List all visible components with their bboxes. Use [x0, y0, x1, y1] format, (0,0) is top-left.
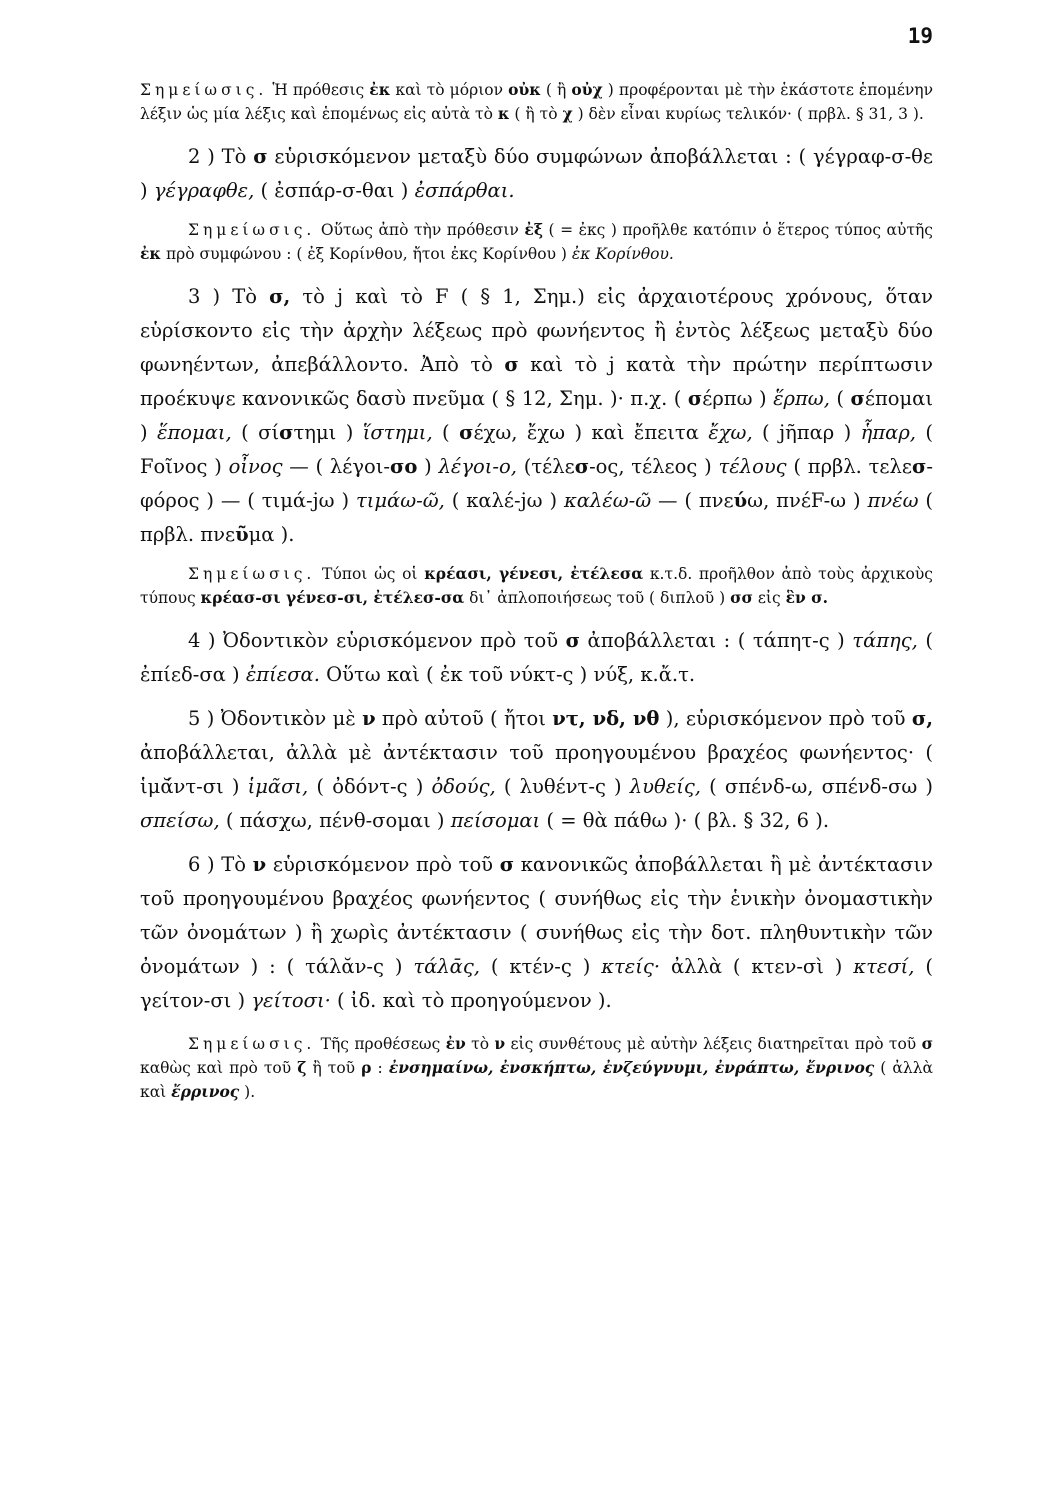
text: ), εὑρισκόμενον πρὸ τοῦ — [659, 707, 912, 730]
note-1 — [140, 78, 933, 126]
text: ω, πνέF-ω ) — [747, 489, 868, 512]
text: ( πάσχω, πένθ-σομαι ) — [219, 809, 451, 832]
text: Οὕτω καὶ ( ἐκ τοῦ νύκτ-ς ) νύξ, κ.ἄ.τ. — [319, 663, 696, 686]
bold-term: σ — [499, 853, 515, 876]
bold-term: οὐχ — [571, 80, 603, 99]
italic-form: ἔρρινος — [171, 1082, 240, 1101]
text: ( ἢ τὸ — [509, 105, 563, 123]
note-3 — [140, 562, 933, 610]
bold-term: σ — [459, 421, 474, 444]
italic-form: ἔχω, — [708, 421, 753, 444]
text: ( Fοῖνος ) — [140, 421, 934, 478]
bold-term: κ — [497, 104, 510, 123]
text: καὶ τὸ j κατὰ τὴν πρώτην περίπτωσιν προέκυψε κανονικῶς δασὺ πνεῦμα ( § 12, Σημ. )· π.χ. ( — [140, 353, 934, 410]
bold-term: σ — [279, 421, 294, 444]
text: (τέλε — [516, 455, 575, 478]
note-label: Σημείωσις. — [140, 81, 268, 99]
text: ( jῆπαρ ) — [752, 421, 861, 444]
bold-term: ν — [362, 707, 376, 730]
italic-form: ἐνσημαίνω, ἐνσκήπτω, ἐνζεύγνυμι, ἐνράπτω, ἔνρινος — [388, 1058, 875, 1077]
text: ( καλέ-jω ) — [444, 489, 564, 512]
text: δι᾽ ἀπλοποιήσεως τοῦ ( διπλοῦ ) — [464, 589, 731, 607]
bold-term: ῦ — [235, 523, 249, 546]
text: ἀλλὰ ( κτεν-σὶ ) — [660, 955, 854, 978]
bold-term: ἓν σ. — [785, 588, 829, 607]
text: ( — [829, 387, 851, 410]
italic-form: ἐσπάρθαι. — [414, 179, 515, 202]
note-label: Σημείωσις. — [188, 1035, 316, 1053]
bold-term: κρέασι, γένεσι, ἐτέλεσα — [424, 564, 644, 583]
text: ( = ἐκς ) προῆλθε κατόπιν ὁ ἕτερος τύπος αὐτῆς — [543, 221, 933, 239]
italic-form: τιμάω-ῶ, — [355, 489, 445, 512]
text: Οὕτως ἀπὸ τὴν πρόθεσιν — [315, 221, 525, 239]
text: ) προφέρονται μὲ τὴν ἑκάστοτε ἑπομένην λέξιν ὡς μία λέξις καὶ ἑπομένως εἰς αὐτὰ τὸ — [140, 81, 934, 123]
bold-term: ύ — [733, 489, 748, 512]
italic-form: κτεσί, — [853, 955, 915, 978]
bold-term: σ, — [269, 285, 291, 308]
text: Τύποι ὡς οἱ — [315, 565, 425, 583]
bold-term: σο — [390, 455, 418, 478]
text: ( ἀλλὰ καὶ — [140, 1059, 933, 1101]
text: ) — [417, 455, 439, 478]
bold-term: σ — [912, 455, 927, 478]
text: ἀποβάλλεται : ( τάπητ-ς ) — [580, 629, 853, 652]
text: -φόρος ) — ( τιμά-jω ) — [140, 455, 933, 512]
page-body — [140, 78, 933, 1114]
text: τὸ j καὶ τὸ F ( § 1, Σημ.) εἰς ἀρχαιοτέρους χρόνους, ὅταν εὑρίσκοντο εἰς τὴν ἀρχὴν λέξεως πρὸ φωνήεντος ἢ ἐντὸς λέξεως μεταξὺ δύο φωνηέντων, ἀπεβάλλοντο. Ἀπὸ τὸ — [140, 285, 933, 376]
bold-term: ντ, νδ, νθ — [552, 707, 660, 730]
text: ( ὀδόντ-ς ) — [308, 775, 432, 798]
text: καὶ τὸ μόριον — [390, 81, 509, 99]
text: ( = θὰ πάθω )· ( βλ. § 32, 6 ). — [540, 809, 830, 832]
text: ( σπένδ-ω, σπένδ-σω ) — [700, 775, 933, 798]
text: τὸ — [465, 1035, 495, 1053]
bold-term: σ — [687, 387, 703, 410]
bold-term: οὐκ — [508, 80, 541, 99]
italic-form: τάπης, — [852, 629, 918, 652]
text: μα ). — [248, 523, 295, 546]
text: εἰς — [752, 589, 786, 607]
italic-form: γείτοσι· — [251, 989, 331, 1012]
text: έρπω ) — [702, 387, 774, 410]
text: 5 ) Ὀδοντικὸν μὲ — [188, 707, 363, 730]
text: τημι ) — [293, 421, 363, 444]
text: έπομαι ) — [140, 387, 933, 444]
bold-term: σ — [253, 145, 268, 168]
text: κανονικῶς ἀποβάλλεται ἢ μὲ ἀντέκτασιν τοῦ προηγουμένου βραχέος φωνήεντος ( συνήθως εἰς τὴν ἑνικὴν ὀνομαστικὴν τῶν ὀνομάτων ) ἢ χωρὶς ἀντέκτασιν ( συνήθως εἰς τὴν δοτ. πληθυντικὴν τῶν ὀνομάτων ) : ( τάλᾰν-ς ) — [140, 853, 933, 978]
text: εὑρισκόμενον μεταξὺ δύο συμφώνων ἀποβάλλεται : ( γέγραφ-σ-θε ) — [140, 145, 934, 202]
italic-form: πείσομαι — [450, 809, 541, 832]
text: ) δὲν εἶναι κυρίως τελικόν· ( πρβλ. § 31, 3 ). — [572, 105, 924, 123]
text: εὑρισκόμενον πρὸ τοῦ — [266, 853, 500, 876]
note-4 — [140, 1032, 933, 1104]
italic-form: ἕπομαι, — [157, 421, 232, 444]
text: ( — [432, 421, 460, 444]
italic-form: λέγοι-ο, — [438, 455, 517, 478]
note-label: Σημείωσις. — [188, 221, 316, 239]
text: πρὸ συμφώνου : ( ἐξ Κορίνθου, ἤτοι ἐκς Κορίνθου ) — [161, 245, 572, 263]
bold-term: σ — [850, 387, 865, 410]
text: — ( πνε — [651, 489, 734, 512]
italic-form: τέλους — [718, 455, 787, 478]
bold-term: ἐξ — [524, 220, 543, 239]
text: εἰς συνθέτους μὲ αὐτὴν λέξεις διατηρεῖται πρὸ τοῦ — [505, 1035, 922, 1053]
bold-term: σ — [504, 353, 519, 376]
bold-term: ρ — [361, 1058, 372, 1077]
rule-3 — [140, 280, 933, 552]
rule-5 — [140, 702, 933, 838]
bold-term: ν — [494, 1034, 506, 1053]
bold-term: ζ — [297, 1058, 307, 1077]
text: 4 ) Ὀδοντικὸν εὑρισκόμενον πρὸ τοῦ — [188, 629, 566, 652]
bold-term: σ — [565, 629, 581, 652]
text: ( κτέν-ς ) — [479, 955, 602, 978]
text: ( ἢ — [540, 81, 572, 99]
text: ( γείτον-σι ) — [140, 955, 934, 1012]
text: ( λυθέντ-ς ) — [495, 775, 630, 798]
bold-term: σσ — [730, 588, 753, 607]
text: ( πρβλ. τελε — [786, 455, 912, 478]
italic-form: καλέω-ῶ — [563, 489, 652, 512]
text: πρὸ αὐτοῦ ( ἤτοι — [375, 707, 553, 730]
rule-2 — [140, 140, 933, 208]
text: ἢ τοῦ — [306, 1059, 362, 1077]
italic-form: οἶνος — [228, 455, 283, 478]
bold-term: κρέασ-σι γένεσ-σι, ἐτέλεσ-σα — [200, 588, 465, 607]
text: Ἡ πρόθεσις — [267, 81, 370, 99]
note-label: Σημείωσις. — [188, 565, 316, 583]
text: κ.τ.δ. προῆλθον ἀπὸ τοὺς ἀρχικοὺς τύπους — [140, 565, 933, 607]
bold-term: σ — [574, 455, 590, 478]
rule-6 — [140, 848, 933, 1018]
text: ( ἰδ. καὶ τὸ προηγούμενον ). — [330, 989, 612, 1012]
italic-form: ἱμᾶσι, — [247, 775, 309, 798]
text: έχω, ἔχω ) καὶ ἔπειτα — [473, 421, 709, 444]
italic-form: λυθείς, — [629, 775, 701, 798]
page-number: 19 — [907, 24, 933, 48]
text: Τῆς προθέσεως — [315, 1035, 446, 1053]
italic-form: ἕρπω, — [773, 387, 830, 410]
bold-term: ἐκ — [369, 80, 391, 99]
text: 6 ) Τὸ — [188, 853, 253, 876]
bold-term: ν — [252, 853, 267, 876]
italic-form: σπείσω, — [140, 809, 220, 832]
italic-form: γέγραφθε, — [153, 179, 255, 202]
bold-term: σ — [921, 1034, 933, 1053]
text: 3 ) Τὸ — [188, 285, 270, 308]
italic-form: ἐκ Κορίνθου. — [571, 245, 674, 263]
bold-term: ἐν — [445, 1034, 466, 1053]
bold-term: ἐκ — [140, 244, 162, 263]
text: ( πρβλ. πνε — [140, 489, 933, 546]
italic-form: τάλᾱς, — [413, 955, 480, 978]
text: -ος, τέλεος ) — [589, 455, 719, 478]
italic-form: κτείς· — [601, 955, 661, 978]
text: ( ἐσπάρ-σ-θαι ) — [254, 179, 415, 202]
text: : — [371, 1059, 389, 1077]
text: ). — [239, 1083, 256, 1101]
italic-form: ἧπαρ, — [860, 421, 916, 444]
text: 2 ) Τὸ — [188, 145, 254, 168]
text: ἀποβάλλεται, ἀλλὰ μὲ ἀντέκτασιν τοῦ προηγουμένου βραχέος φωνήεντος· ( ἱμᾰ́ντ-σι ) — [140, 741, 933, 798]
italic-form: πνέω — [867, 489, 919, 512]
italic-form: ἵστημι, — [362, 421, 433, 444]
text: ( ἐπίεδ-σα ) — [140, 629, 933, 686]
text: — ( λέγοι- — [282, 455, 391, 478]
italic-form: ὀδούς, — [431, 775, 496, 798]
text: ( σί — [231, 421, 280, 444]
rule-4 — [140, 624, 933, 692]
text: καθὼς καὶ πρὸ τοῦ — [140, 1059, 298, 1077]
italic-form: ἐπίεσα. — [245, 663, 320, 686]
bold-term: σ, — [911, 707, 933, 730]
note-2 — [140, 218, 933, 266]
bold-term: χ — [562, 104, 573, 123]
